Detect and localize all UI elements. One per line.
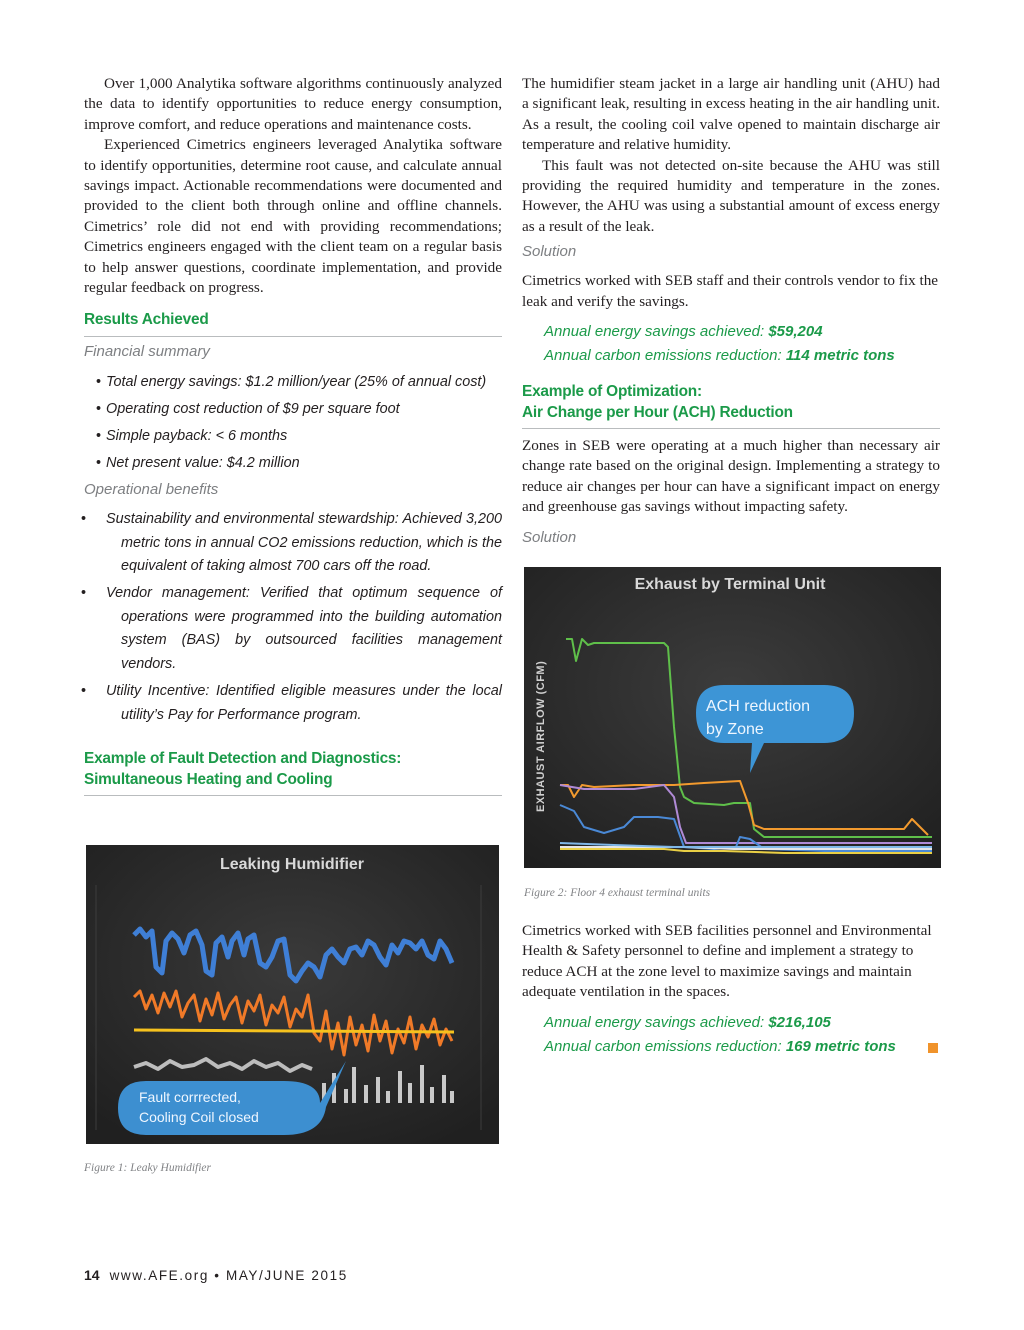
ach-section <box>522 382 940 429</box>
footer-text: www.AFE.org • MAY/JUNE 2015 <box>109 1268 348 1283</box>
result-carbon-2: Annual carbon emissions reduction: 169 metric tons <box>522 1035 940 1059</box>
figure-leaking-humidifier <box>86 845 499 1144</box>
page-footer <box>84 1267 348 1283</box>
divider <box>84 795 502 796</box>
divider <box>84 336 502 337</box>
result-block-1 <box>522 320 940 368</box>
result-carbon-1: Annual carbon emissions reduction: 114 metric tons <box>544 347 895 365</box>
result-energy-1: Annual energy savings achieved: $59,204 <box>544 323 823 341</box>
figure-1-caption: Figure 1: Leaky Humidifier <box>84 1162 212 1174</box>
intro-paragraph-2: Experienced Cimetrics engineers leveraged Analytika software to identify opportunities, determine root cause, and calculate annual savings impact. Actionable recommendations were documented and provided to the client both through online and offline channels. Cimetrics’ role did not end with providing recommendations; Cimetrics engineers engaged with the client team on a regular basis to help answer questions, coordinate implementation, and provide regular feedback on progress. <box>84 136 502 297</box>
list-item: • Vendor management: Verified that optimum sequence of operations were programmed into the building automation system (BAS) by outsourced facilities management vendors. <box>106 582 502 677</box>
solution-label-2: Solution <box>522 528 577 546</box>
callout-line-1: ACH reduction <box>706 698 811 715</box>
figure-2-caption: Figure 2: Floor 4 exhaust terminal units <box>524 887 711 899</box>
solution-label-1: Solution <box>522 243 577 261</box>
leak-paragraph-1: The humidifier steam jacket in a large air handling unit (AHU) had a significant leak, resulting in excess heating in the air handling unit. As a result, the cooling coil valve opened to maintain discharge air temperature and relative humidity. <box>522 75 940 154</box>
list-item: • Net present value: $4.2 million <box>106 453 502 473</box>
right-column-lower <box>522 921 940 1059</box>
figure-1-title: Leaking Humidifier <box>219 856 365 873</box>
result-block-2 <box>522 1011 940 1059</box>
left-column <box>84 74 502 796</box>
callout-line-2: by Zone <box>706 721 764 738</box>
humidifier-chart <box>86 845 499 1144</box>
figure-exhaust-terminal-unit <box>524 567 941 868</box>
callout-line-1: Fault corrrected, <box>139 1089 241 1105</box>
solution-paragraph-1: Cimetrics worked with SEB staff and their controls vendor to fix the leak and verify the savings. <box>522 272 939 310</box>
figure-2-title: Exhaust by Terminal Unit <box>634 576 826 593</box>
financial-summary-label: Financial summary <box>84 342 210 360</box>
list-item: • Total energy savings: $1.2 million/year (25% of annual cost) <box>106 372 502 392</box>
exhaust-chart <box>524 567 941 868</box>
callout-line-2: Cooling Coil closed <box>139 1109 259 1125</box>
divider <box>522 428 940 429</box>
yellow-series <box>134 1030 454 1032</box>
page-number: 14 <box>84 1267 100 1283</box>
list-item: • Operating cost reduction of $9 per square foot <box>106 399 502 419</box>
intro-paragraph-1: Over 1,000 Analytika software algorithms continuously analyzed the data to identify opportunities to reduce energy consumption, improve comfort, and reduce operations and maintenance costs. <box>84 75 502 133</box>
right-column <box>522 74 940 548</box>
list-item: • Sustainability and environmental stewardship: Achieved 3,200 metric tons in annual CO2 emissions reduction, which is the equivalent of taking almost 700 cars off the road. <box>106 508 502 579</box>
fdd-section <box>84 749 502 796</box>
fdd-heading-line-2: Simultaneous Heating and Cooling <box>84 770 333 788</box>
ach-heading-line-2: Air Change per Hour (ACH) Reduction <box>522 403 793 421</box>
results-heading: Results Achieved <box>84 311 209 329</box>
solution-paragraph-2: Cimetrics worked with SEB facilities personnel and Environmental Health & Safety personnel to define and implement a strategy to reduce ACH at the zone level to maximize savings and maintain adequate ventilation in the spaces. <box>522 922 932 1001</box>
fdd-heading-line-1: Example of Fault Detection and Diagnostics: <box>84 750 402 768</box>
operational-benefits-label: Operational benefits <box>84 480 219 498</box>
ach-paragraph: Zones in SEB were operating at a much higher than necessary air change rate based on the original design. Implementing a strategy to reduce air changes per hour can have a significant impact on energy and greenhouse gas savings without impacting safety. <box>522 437 940 516</box>
list-item: • Simple payback: < 6 months <box>106 426 502 446</box>
financial-list <box>84 372 502 473</box>
results-section <box>84 310 502 727</box>
leak-paragraph-2: This fault was not detected on-site because the AHU was still providing the required humidity and temperature in the zones. However, the AHU was using a substantial amount of excess energy as a result of the leak. <box>522 156 940 235</box>
list-item: • Utility Incentive: Identified eligible measures under the local utility’s Pay for Performance program. <box>106 680 502 727</box>
ach-heading-line-1: Example of Optimization: <box>522 383 702 401</box>
end-of-article-mark <box>928 1043 938 1053</box>
result-energy-2: Annual energy savings achieved: $216,105 <box>544 1013 831 1031</box>
y-axis-label: EXHAUST AIRFLOW (CFM) <box>535 660 547 812</box>
operational-list <box>84 508 502 727</box>
